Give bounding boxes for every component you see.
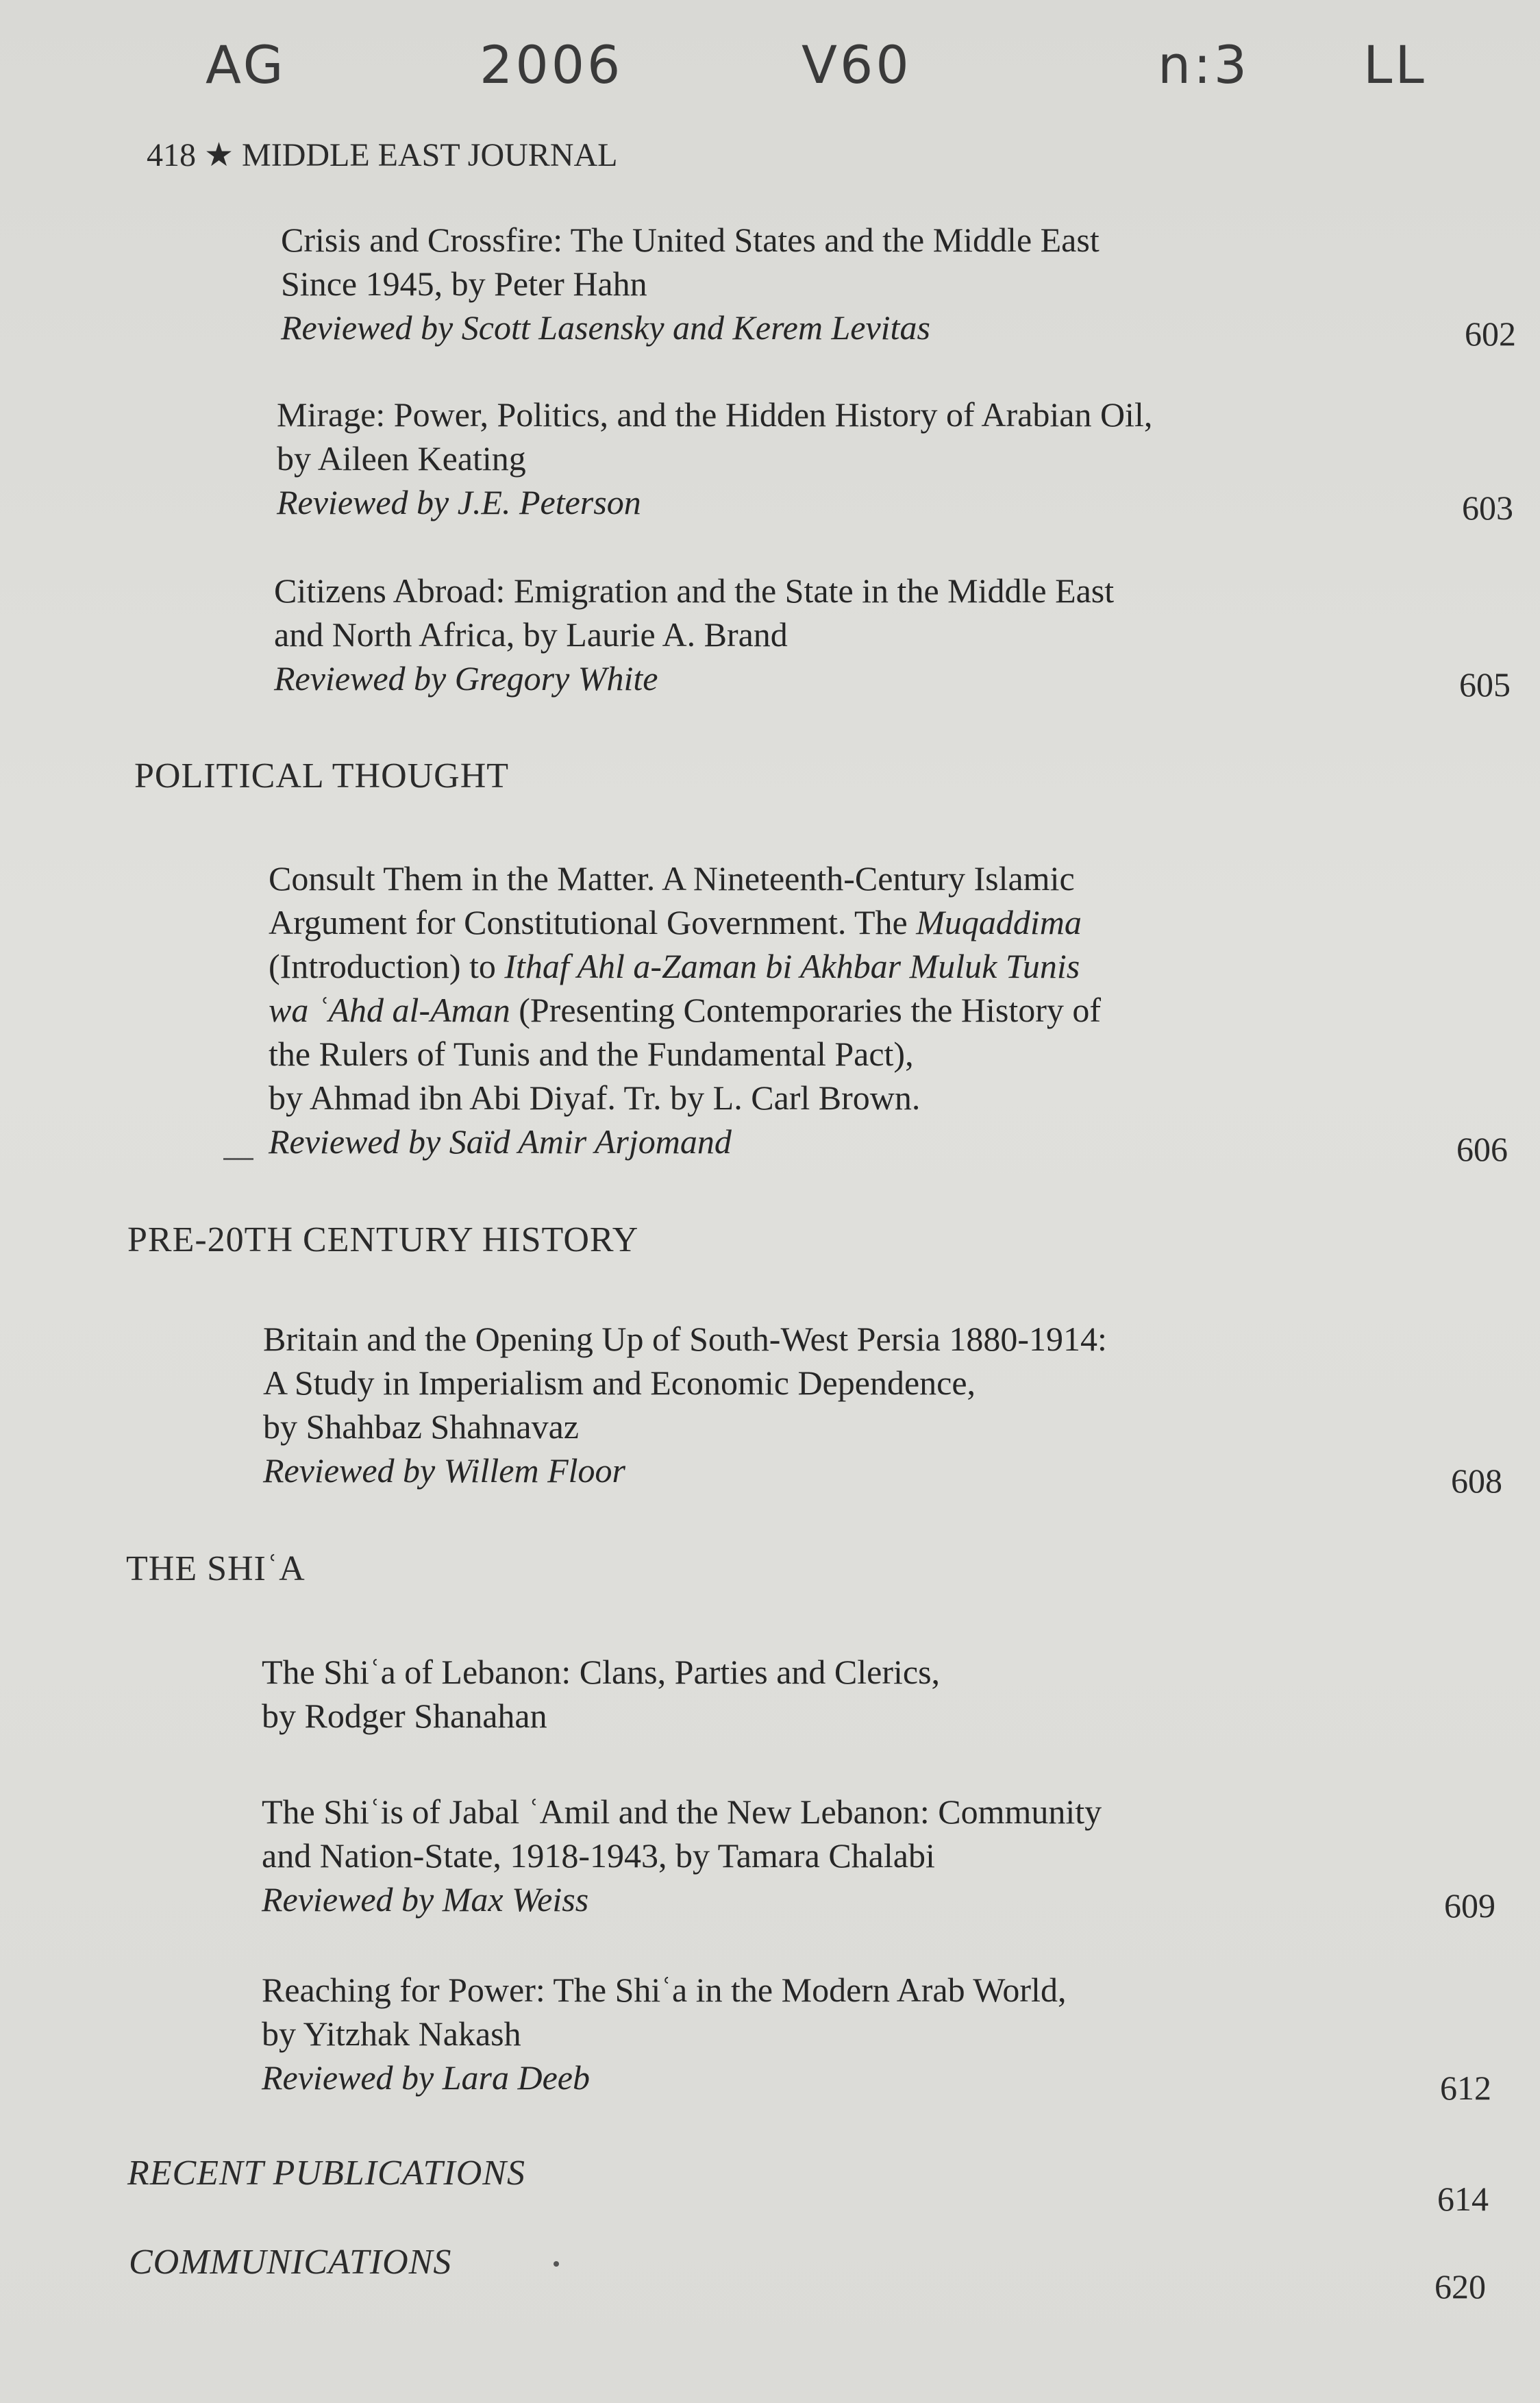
running-head: 418 ★ MIDDLE EAST JOURNAL: [147, 137, 618, 173]
entry-title-segment: (Presenting Contemporaries the History of: [510, 991, 1102, 1029]
entry-title-line: Crisis and Crossfire: The United States and the Middle East: [281, 221, 1100, 259]
entry-page-number: 620: [1435, 2267, 1486, 2306]
section-heading-pre-20th-century-history: PRE-20TH CENTURY HISTORY: [127, 1220, 639, 1259]
entry-title-line: by Aileen Keating: [277, 439, 526, 478]
entry-title-line: and North Africa, by Laurie A. Brand: [274, 615, 788, 654]
section-heading-the-shia: THE SHIʿA: [126, 1549, 306, 1588]
entry-title-line: and Nation-State, 1918-1943, by Tamara Chalabi: [262, 1836, 935, 1875]
entry-title-line: Britain and the Opening Up of South-West Persia 1880-1914:: [263, 1320, 1107, 1358]
entry-title-line: Since 1945, by Peter Hahn: [281, 264, 647, 303]
entry-page-number: 603: [1462, 489, 1513, 527]
entry-reviewer: Reviewed by Max Weiss: [262, 1880, 589, 1919]
entry-title-segment: (Introduction) to: [269, 947, 505, 985]
entry-title-italic: Ithaf Ahl a-Zaman bi Akhbar Muluk Tunis: [504, 947, 1080, 985]
handwritten-note-5: LL: [1363, 34, 1427, 95]
entry-title-italic: Muqaddima: [916, 903, 1082, 941]
entry-title-line: [269, 944, 1101, 988]
section-heading-recent-publications: RECENT PUBLICATIONS: [127, 2154, 525, 2193]
entry-page-number: 605: [1459, 665, 1511, 704]
entry-reviewer: Reviewed by J.E. Peterson: [277, 483, 641, 521]
toc-entry: [262, 1790, 1102, 1921]
toc-entry: [281, 218, 1100, 349]
handwritten-note-4: n:3: [1158, 34, 1250, 95]
entry-title-line: The Shiʿis of Jabal ʿAmil and the New Lebanon: Community: [262, 1792, 1102, 1831]
section-heading-political-thought: POLITICAL THOUGHT: [134, 756, 510, 796]
entry-reviewer: Reviewed by Saïd Amir Arjomand: [269, 1122, 732, 1161]
entry-title-line: Mirage: Power, Politics, and the Hidden History of Arabian Oil,: [277, 395, 1153, 434]
toc-entry: [263, 1317, 1107, 1492]
entry-title-line: A Study in Imperialism and Economic Dependence,: [263, 1364, 976, 1402]
entry-reviewer: Reviewed by Scott Lasensky and Kerem Levitas: [281, 308, 930, 347]
entry-page-number: 602: [1465, 315, 1516, 353]
entry-title-line: by Ahmad ibn Abi Diyaf. Tr. by L. Carl Brown.: [269, 1079, 921, 1117]
entry-title-line: by Rodger Shanahan: [262, 1697, 547, 1735]
handwritten-note-3: V60: [802, 34, 912, 95]
margin-mark: [223, 1158, 253, 1160]
entry-reviewer: Reviewed by Lara Deeb: [262, 2058, 591, 2097]
entry-title-segment: Argument for Constitutional Government. The: [269, 903, 917, 941]
section-heading-communications: COMMUNICATIONS: [129, 2243, 452, 2282]
entry-page-number: 614: [1437, 2180, 1489, 2218]
toc-entry: [274, 569, 1114, 700]
toc-entry: [269, 857, 1101, 1163]
entry-page-number: 606: [1456, 1130, 1508, 1168]
toc-entry: [277, 393, 1152, 524]
entry-title-line: the Rulers of Tunis and the Fundamental Pact),: [269, 1035, 914, 1073]
entry-page-number: 612: [1440, 2069, 1491, 2107]
toc-entry: [262, 1968, 1066, 2099]
toc-entry: [262, 1650, 940, 1738]
entry-page-number: 609: [1444, 1886, 1495, 1925]
entry-title-line: Citizens Abroad: Emigration and the State in the Middle East: [274, 571, 1115, 610]
handwritten-note-2: 2006: [480, 34, 623, 95]
entry-title-line: Consult Them in the Matter. A Nineteenth-Century Islamic: [269, 859, 1075, 898]
entry-title-line: by Yitzhak Nakash: [262, 2014, 521, 2053]
entry-page-number: 608: [1451, 1462, 1502, 1500]
entry-title-italic: wa ʿAhd al-Aman: [269, 991, 510, 1029]
entry-title-line: The Shiʿa of Lebanon: Clans, Parties and Clerics,: [262, 1653, 941, 1691]
entry-title-line: by Shahbaz Shahnavaz: [263, 1407, 579, 1446]
entry-title-line: [269, 900, 1101, 944]
entry-reviewer: Reviewed by Willem Floor: [263, 1451, 626, 1490]
entry-title-line: Reaching for Power: The Shiʿa in the Modern Arab World,: [262, 1971, 1067, 2009]
entry-title-line: [269, 988, 1101, 1032]
stray-mark: [554, 2261, 559, 2267]
handwritten-note-1: AG: [206, 34, 286, 95]
entry-reviewer: Reviewed by Gregory White: [274, 659, 658, 698]
